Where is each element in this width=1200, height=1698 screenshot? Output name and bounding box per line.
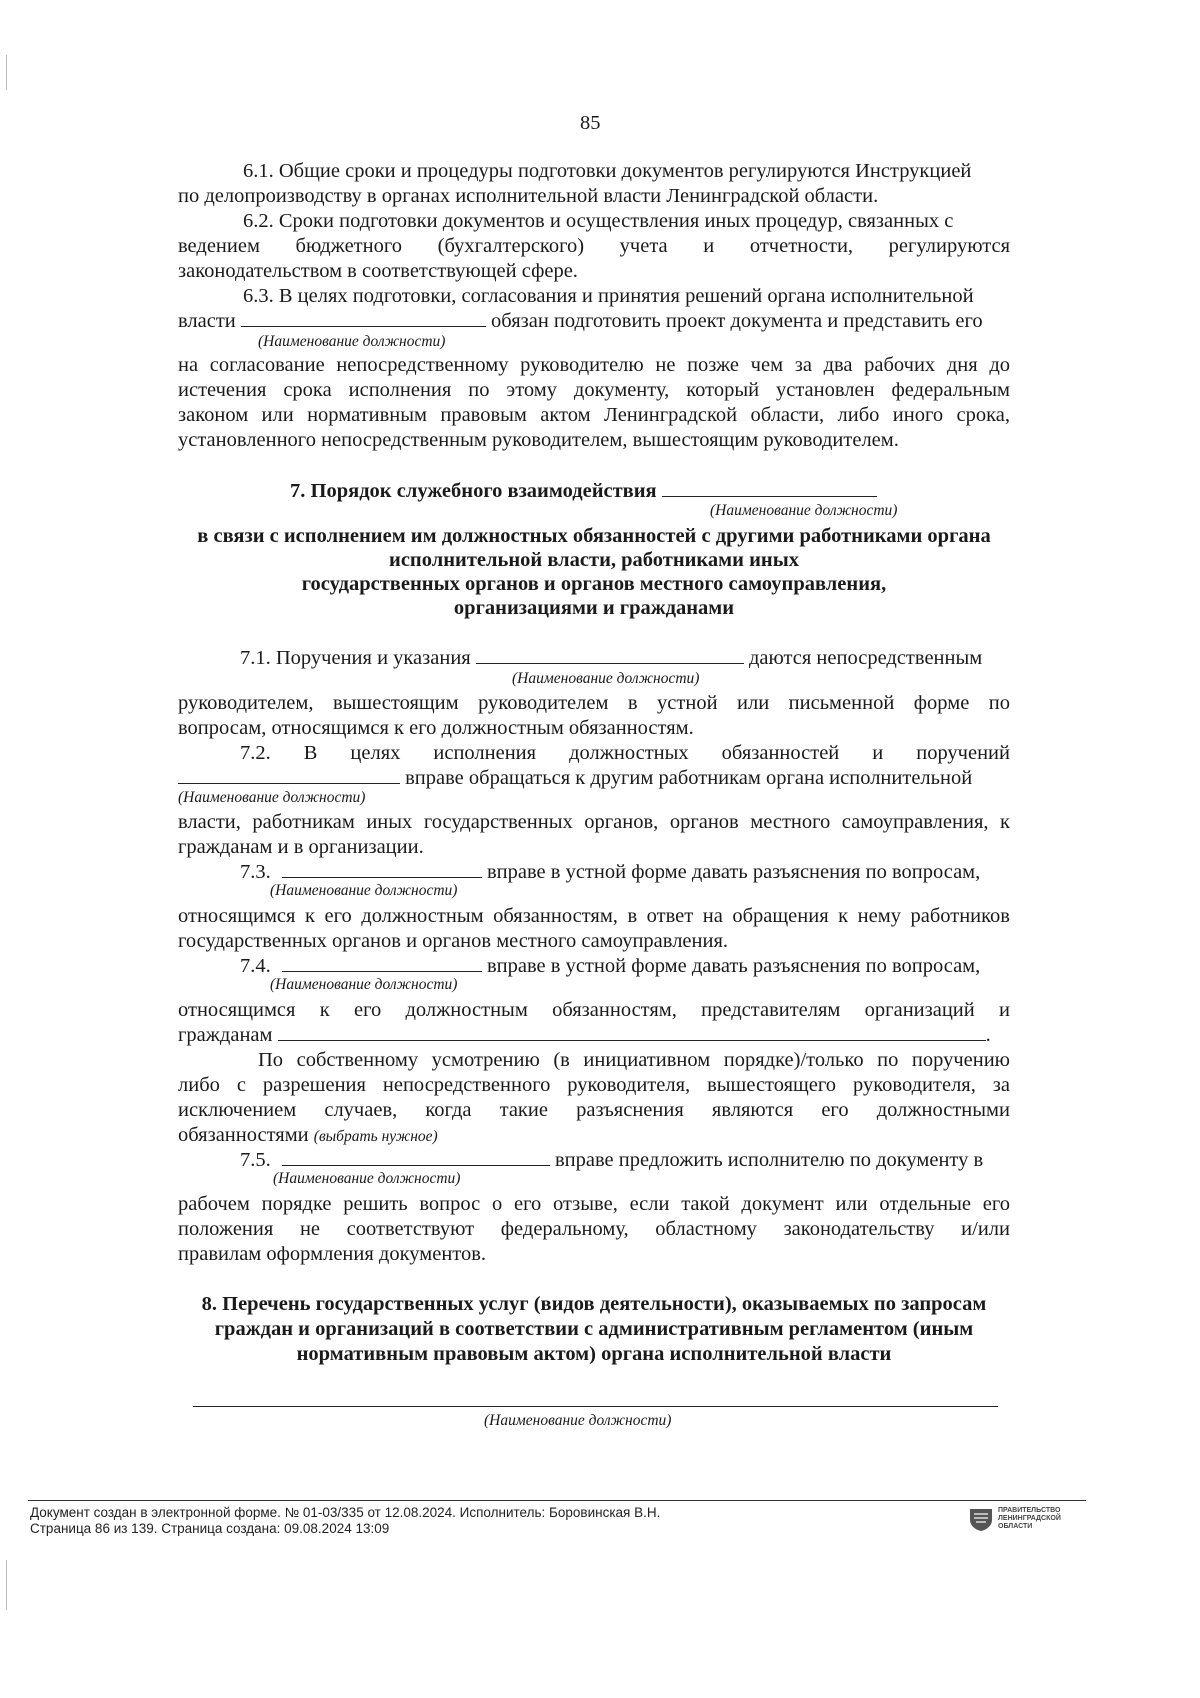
paragraph-7-2-line4: гражданам и в организации. xyxy=(178,836,424,858)
text-segment: власти xyxy=(178,310,236,332)
paragraph-7-3-line2: относящимся к его должностным обязанностям, в ответ на обращения к нему работников xyxy=(178,905,1010,927)
section-7-heading-line4: государственных органов и органов местного самоуправления, xyxy=(301,573,887,595)
footer-document-info: Документ создан в электронной форме. № 01-03/335 от 12.08.2024. Исполнитель: Боровинская В.Н. xyxy=(30,1505,661,1520)
paragraph-6-3-line6: установленного непосредственным руководителем, вышестоящим руководителем. xyxy=(178,429,899,451)
position-caption: (Наименование должности) xyxy=(512,670,700,687)
paragraph-7-1-line2: руководителем, вышестоящим руководителем в устной или письменной форме по xyxy=(178,692,1010,714)
text-segment: обязан подготовить проект документа и представить его xyxy=(491,310,983,332)
position-blank xyxy=(278,1022,986,1041)
position-blank xyxy=(662,478,877,497)
position-blank xyxy=(476,645,744,664)
position-blank xyxy=(282,953,482,972)
coat-of-arms-icon xyxy=(968,1506,994,1532)
heading-text: 7. Порядок служебного взаимодействия xyxy=(290,480,657,502)
paragraph-7-3-line3: государственных органов и органов местного самоуправления. xyxy=(178,930,729,952)
section-7-heading-line1 xyxy=(290,478,877,505)
paragraph-6-3-line4: истечения срока исполнения по этому документу, который установлен федеральным xyxy=(178,379,1010,401)
text-segment: 7.1. Поручения и указания xyxy=(240,647,471,669)
section-8-heading-line1: 8. Перечень государственных услуг (видов деятельности), оказываемых по запросам xyxy=(201,1293,987,1315)
page-number: 85 xyxy=(580,112,601,134)
paragraph-7-5-line4: правилам оформления документов. xyxy=(178,1243,487,1265)
selection-note: (выбрать нужное) xyxy=(313,1128,438,1145)
text-segment: вправе предложить исполнителю по документу в xyxy=(555,1149,984,1171)
position-blank xyxy=(241,308,486,327)
text-segment: вправе в устной форме давать разъяснения по вопросам, xyxy=(487,955,981,977)
paragraph-7-4-line3 xyxy=(178,1022,991,1049)
paragraph-7-4-line2: относящимся к его должностным обязанностям, представителям организаций и xyxy=(178,999,1010,1021)
footer-divider xyxy=(28,1500,1086,1501)
paragraph-6-2-line1: 6.2. Сроки подготовки документов и осуществления иных процедур, связанных с xyxy=(243,210,954,232)
text-segment: вправе обращаться к другим работникам органа исполнительной xyxy=(405,767,973,789)
paragraph-6-3-line1: 6.3. В целях подготовки, согласования и принятия решений органа исполнительной xyxy=(243,285,974,307)
position-caption: (Наименование должности) xyxy=(710,502,898,519)
section-7-heading-line2: в связи с исполнением им должностных обязанностей с другими работниками органа xyxy=(197,525,991,547)
text-segment: обязанностями xyxy=(178,1124,309,1146)
paragraph-7-4b-line1: По собственному усмотрению (в инициативном порядке)/только по поручению xyxy=(258,1049,1010,1071)
position-caption: (Наименование должности) xyxy=(484,1412,672,1429)
section-7-heading-line5: организациями и гражданами xyxy=(453,597,735,619)
text-segment: вправе в устной форме давать разъяснения по вопросам, xyxy=(487,861,981,883)
footer-page-info: Страница 86 из 139. Страница создана: 09.08.2024 13:09 xyxy=(30,1521,390,1536)
text-segment: . xyxy=(985,1024,991,1046)
scan-mark xyxy=(6,55,7,90)
section-8-heading-line3: нормативным правовым актом) органа исполнительной власти xyxy=(296,1343,892,1365)
paragraph-7-2-line3: власти, работникам иных государственных органов, органов местного самоуправления, к xyxy=(178,811,1010,833)
text-segment: 7.3. xyxy=(240,861,271,883)
paragraph-7-1-line1 xyxy=(240,645,982,672)
paragraph-6-3-line2 xyxy=(178,308,983,335)
scan-mark xyxy=(6,1560,7,1610)
paragraph-6-2-line3: законодательством в соответствующей сфере. xyxy=(178,260,578,282)
paragraph-7-2-line2 xyxy=(178,765,972,792)
position-blank xyxy=(178,765,400,784)
paragraph-7-5-line3: положения не соответствуют федеральному, областному законодательству и/или xyxy=(178,1218,1010,1240)
paragraph-7-4b-line2: либо с разрешения непосредственного руководителя, вышестоящего руководителя, за xyxy=(178,1074,1010,1096)
position-blank-line xyxy=(193,1406,998,1407)
text-segment: 7.4. xyxy=(240,955,271,977)
text-segment: даются непосредственным xyxy=(748,647,983,669)
paragraph-7-4b-line3: исключением случаев, когда такие разъяснения являются его должностными xyxy=(178,1099,1010,1121)
position-caption: (Наименование должности) xyxy=(178,789,366,806)
text-segment: 7.5. xyxy=(240,1149,271,1171)
paragraph-6-3-line5: законом или нормативным правовым актом Ленинградской области, либо иного срока, xyxy=(178,404,1010,426)
paragraph-7-2-line1: 7.2. В целях исполнения должностных обязанностей и поручений xyxy=(240,742,1010,764)
position-caption: (Наименование должности) xyxy=(270,882,458,899)
position-blank xyxy=(282,1147,550,1166)
position-blank xyxy=(282,859,482,878)
section-7-heading-line3: исполнительной власти, работниками иных xyxy=(389,549,799,571)
paragraph-6-1-line1: 6.1. Общие сроки и процедуры подготовки документов регулируются Инструкцией xyxy=(243,160,972,182)
position-caption: (Наименование должности) xyxy=(270,976,458,993)
paragraph-7-5-line2: рабочем порядке решить вопрос о его отзыве, если такой документ или отдельные его xyxy=(178,1193,1010,1215)
paragraph-7-4b-line4 xyxy=(178,1122,438,1150)
position-caption: (Наименование должности) xyxy=(273,1170,461,1187)
section-8-heading-line2: граждан и организаций в соответствии с административным регламентом (иным xyxy=(214,1318,974,1340)
text-segment: гражданам xyxy=(178,1024,273,1046)
government-logo-text: ПРАВИТЕЛЬСТВО ЛЕНИНГРАДСКОЙ ОБЛАСТИ xyxy=(998,1507,1061,1530)
paragraph-6-2-line2: ведением бюджетного (бухгалтерского) учета и отчетности, регулируются xyxy=(178,235,1010,257)
paragraph-7-1-line3: вопросам, относящимся к его должностным обязанностям. xyxy=(178,717,694,739)
paragraph-6-3-line3: на согласование непосредственному руководителю не позже чем за два рабочих дня до xyxy=(178,354,1010,376)
paragraph-6-1-line2: по делопроизводству в органах исполнительной власти Ленинградской области. xyxy=(178,185,879,207)
position-caption: (Наименование должности) xyxy=(258,333,446,350)
